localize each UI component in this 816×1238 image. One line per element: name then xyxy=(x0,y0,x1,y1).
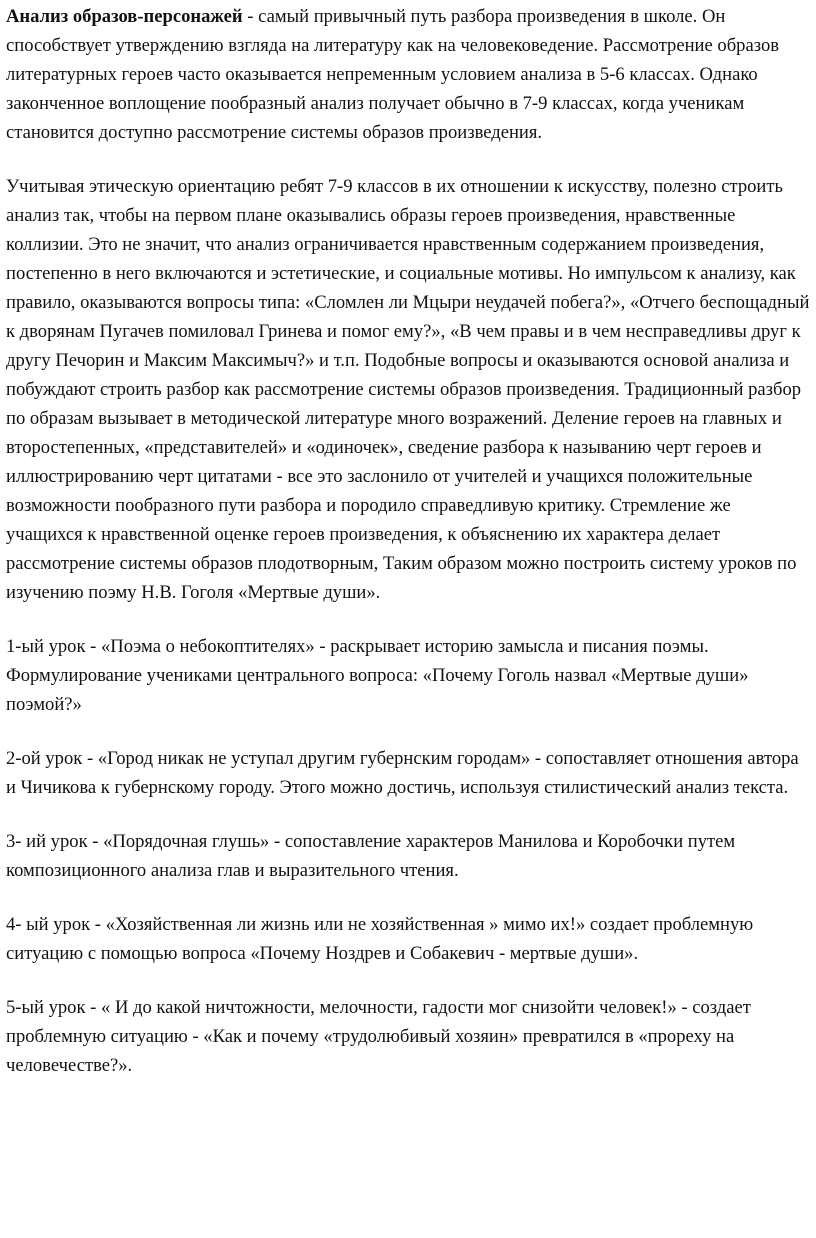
lesson-3-paragraph: 3- ий урок - «Порядочная глушь» - сопоставление характеров Манилова и Коробочки путем композиционного анализа глав и выразительного чтения. xyxy=(6,831,736,881)
intro-heading: Анализ образов-персонажей xyxy=(6,6,243,27)
lesson-4-paragraph: 4- ый урок - «Хозяйственная ли жизнь или не хозяйственная » мимо их!» создает проблемную ситуацию с помощью вопроса «Почему Ноздрев и Собакевич - мертвые души». xyxy=(6,914,754,964)
method-paragraph: Учитывая этическую ориентацию ребят 7-9 классов в их отношении к искусству, полезно строить анализ так, чтобы на первом плане оказывались образы героев произведения, нравственные коллизии. Это не значит, что анализ ограничивается нравственным содержанием произведения, постепенно в него включаются и эстетические, и социальные мотивы. Но импульсом к анализу, как правило, оказываются вопросы типа: «Сломлен ли Мцыри неудачей побега?», «Отчего беспощадный к дворянам Пугачев помиловал Гринева и помог ему?», «В чем правы и в чем несправедливы друг к другу Печорин и Максим Максимыч?» и т.п. Подобные вопросы и оказываются основой анализа и побуждают строить разбор как рассмотрение системы образов произведения. Традиционный разбор по образам вызывает в методической литературе много возражений. Деление героев на главных и второстепенных, «представителей» и «одиночек», сведение разбора к называнию черт героев и иллюстрированию черт цитатами - все это заслонило от учителей и учащихся положительные возможности пообразного пути разбора и породило справедливую критику. Стремление же учащихся к нравственной оценке героев произведения, к объяснению их характера делает рассмотрение системы образов плодотворным, Таким образом можно построить систему уроков по изучению поэму Н.В. Гоголя «Мертвые души». xyxy=(6,176,810,603)
intro-paragraph xyxy=(6,2,810,147)
lesson-5-paragraph: 5-ый урок - « И до какой ничтожности, мелочности, гадости мог снизойти человек!» - создает проблемную ситуацию - «Как и почему «трудолюбивый хозяин» превратился в «прореху на человечестве?». xyxy=(6,997,751,1076)
intro-text: - самый привычный путь разбора произведения в школе. Он способствует утверждению взгляда на литературу как на человековедение. Рассмотрение образов литературных героев часто оказывается непременным условием анализа в 5-6 классах. Однако законченное воплощение пообразный анализ получает обычно в 7-9 классах, когда ученикам становится доступно рассмотрение системы образов произведения. xyxy=(6,6,780,143)
lesson-1-paragraph: 1-ый урок - «Поэма о небокоптителях» - раскрывает историю замысла и писания поэмы. Формулирование учениками центрального вопроса: «Почему Гоголь назвал «Мертвые души» поэмой?» xyxy=(6,636,749,715)
lesson-2-paragraph: 2-ой урок - «Город никак не уступал другим губернским городам» - сопоставляет отношения автора и Чичикова к губернскому городу. Этого можно достичь, используя стилистический анализ текста. xyxy=(6,748,799,798)
